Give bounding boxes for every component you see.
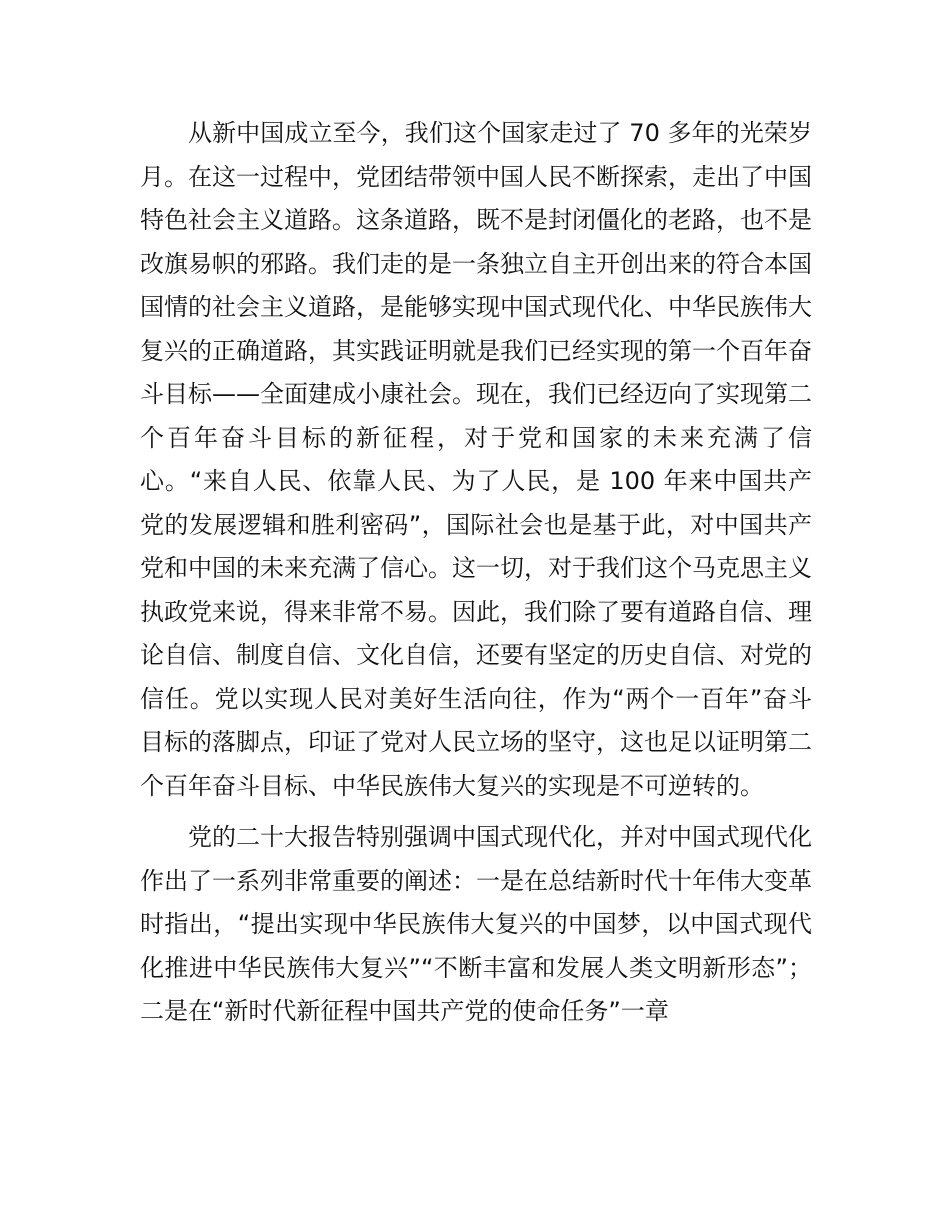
paragraph-1: 从新中国成立至今，我们这个国家走过了 70 多年的光荣岁月。在这一过程中，党团结带领中国人民不断探索，走出了中国特色社会主义道路。这条道路，既不是封闭僵化的老路，也不是改旗易帜的邪路。我们走的是一条独立自主开创出来的符合本国国情的社会主义道路，是能够实现中国式现代化、中华民族伟大复兴的正确道路，其实践证明就是我们已经实现的第一个百年奋斗目标——全面建成小康社会。现在，我们已经迈向了实现第二个百年奋斗目标的新征程，对于党和国家的未来充满了信心。“来自人民、依靠人民、为了人民，是 100 年来中国共产党的发展逻辑和胜利密码”，国际社会也是基于此，对中国共产党和中国的未来充满了信心。这一切，对于我们这个马克思主义执政党来说，得来非常不易。因此，我们除了要有道路自信、理论自信、制度自信、文化自信，还要有坚定的历史自信、对党的信任。党以实现人民对美好生活向往，作为“两个一百年”奋斗目标的落脚点，印证了党对人民立场的坚守，这也足以证明第二个百年奋斗目标、中华民族伟大复兴的实现是不可逆转的。 — [140, 119, 812, 800]
paragraph-2: 党的二十大报告特别强调中国式现代化，并对中国式现代化作出了一系列非常重要的阐述：一是在总结新时代十年伟大变革时指出，“提出实现中华民族伟大复兴的中国梦，以中国式现代化推进中华民族伟大复兴”“不断丰富和发展人类文明新形态”；二是在“新时代新征程中国共产党的使命任务”一章 — [140, 823, 812, 1025]
document-body — [140, 112, 812, 1034]
